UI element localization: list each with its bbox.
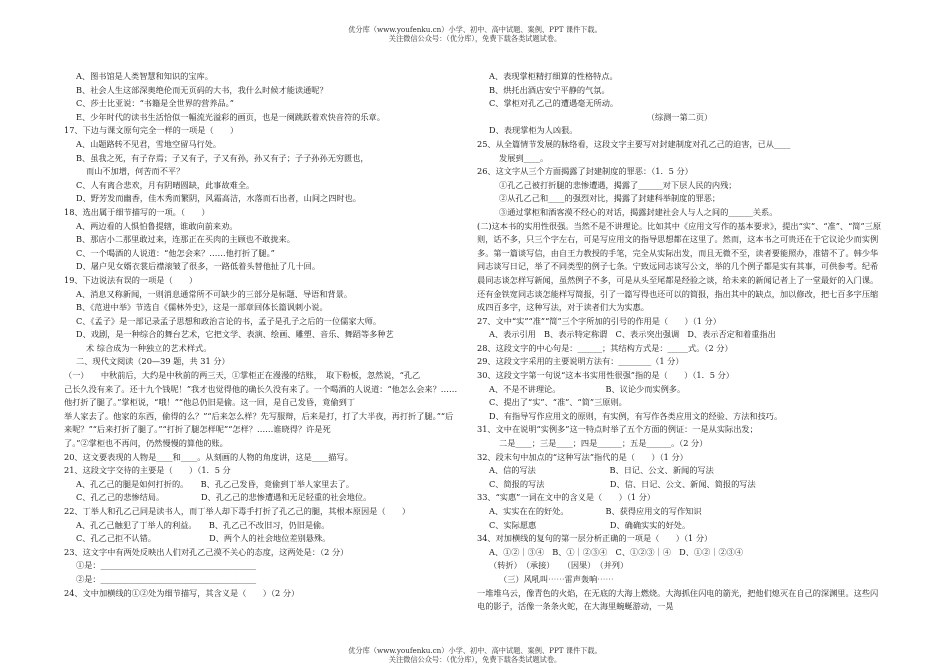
- left-text-line: 20、这文要表现的人物是____和____。从刻画的人物的角度讲，这是____描写。: [64, 451, 353, 462]
- left-text-line: D、野芳发而幽香，佳木秀而繁阴，风霜高洁，水落而石出者，山间之四时也。: [76, 193, 361, 204]
- right-text-line: 29、这段文字采用的主要说明方法有：________（1 分）: [477, 356, 684, 367]
- left-text-line: B、《范进中举》节选自《儒林外史》，这是一部章回体长篇讽刺小说。: [76, 302, 328, 313]
- left-text-line: C、一个喝酒的人说道：“他怎会来？……他打折了腿。”: [76, 247, 275, 258]
- right-text-line: 30、这段文字第一句说“这本书实用性很强”指的是（ ）（1．5 分）: [477, 370, 734, 381]
- left-text-line: B、那店小二那里敢过来，连那正在买肉的主顾也不敢拢来。: [76, 234, 295, 245]
- right-text-line: 26、这文字从三个方面揭露了封建制度的罪恶：（1．5 分）: [477, 166, 693, 177]
- left-text-line: ①是：______________________________________: [76, 560, 257, 571]
- footer-line-2: 关注微信公众号：（优分库），免费下载各类试题试卷。: [388, 655, 562, 664]
- right-text-line: （综测一第二页）: [646, 111, 713, 122]
- header-line-2: 关注微信公众号：（优分库），免费下载各类试题试卷。: [388, 34, 562, 43]
- left-text-line: C、莎士比亚说：“书籍是全世界的营养品。”: [76, 98, 234, 109]
- right-text-line: 二是____；三是____；四是______；五是______。（2 分）: [499, 438, 708, 449]
- page-header: [0, 25, 950, 43]
- right-text-line: C、提出了“实”、“准”、“简”三原则。: [489, 397, 627, 408]
- right-text-line: D、有指导写作应用文的原则，有实例，有写作各类应用文的经验、方法和技巧。: [489, 410, 783, 421]
- right-text-line: 32、段末句中加点的“这种写法”指代的是（ ）（1 分）: [477, 451, 688, 462]
- right-text-line: 28、这段文字的中心句是：______；其结构方式是：_____式。（2 分）: [477, 342, 733, 353]
- right-text-line: A、信的写法 B、日记、公文、新闻的写法: [489, 465, 714, 476]
- left-text-line: B、社会人生这部深奥绝伦而无页码的大书，我什么时候才能读通呢？: [76, 84, 328, 95]
- right-text-line: A、不是不讲理论。 B、议论少而实例多。: [489, 383, 686, 394]
- right-text-line: A、表现掌柜精打细算的性格特点。: [489, 71, 618, 81]
- left-text-line: 己长久没有来了。还十九个钱呢！”我才也觉得他的确长久没有来了。一个喝酒的人说道：“他怎么会来？……他打折了腿了。”掌柜说，“哦！”“他总仍旧是偷。这一回，是自己发昏，竟偷到丁: [64, 383, 458, 408]
- right-text-line: A、实实在在的好处。 B、获得应用文的写作知识: [489, 506, 702, 516]
- right-text-line: （三）风吼叫⋯⋯雷声轰响⋯⋯: [499, 573, 614, 584]
- right-text-line: ③通过掌柜和酒客漠不经心的对话，揭露封建社会人与人之间的______关系。: [499, 206, 778, 217]
- right-text-line: A、①②｜③④ B、①｜②③④ C、①②③｜④ D、①②｜②③④: [489, 546, 744, 557]
- left-text-line: A、孔乙己触犯了丁举人的利益。 B、孔乙己不改旧习，仍旧是偷。: [76, 519, 330, 530]
- right-text-line: 一堆堆乌云，像青色的火焰，在无底的大海上燃烧。大海抓住闪电的箭光，把他们熄灭在自己的深渊里。这些闪电的影子，活像一条条火蛇，在大海里蜿蜒游动，一晃: [477, 587, 879, 612]
- left-text-line: 21、这段文字交待的主要是（ ）（1．5 分: [64, 465, 231, 476]
- right-text-line: A、表示引用 B、表示特定称谓 C、表示突出强调 D、表示否定和着重指出: [489, 329, 776, 340]
- left-text-line: 23、这文字中有两处反映出人们对孔乙己漠不关心的态度，这两处是：（2 分）: [64, 546, 349, 557]
- left-text-line: 19、下边说法有误的一项是（ ）: [64, 274, 198, 285]
- left-text-line: D、戏剧，是一种综合的舞台艺术，它把文学、表演、绘画、雕塑、音乐、舞蹈等多种艺: [76, 329, 394, 340]
- right-text-line: 发展到____。: [499, 152, 549, 163]
- left-text-line: E、少年时代的读书生活恰似一幅流光溢彩的画页，也是一阕跳跃着欢快音符的乐章。: [76, 111, 385, 122]
- left-text-line: 术 综合成为一种独立的艺术样式。: [86, 342, 212, 353]
- right-column: [477, 70, 882, 614]
- left-text-line: C、孔乙己拒不认错。 D、两个人的社会地位差别悬殊。: [76, 533, 331, 544]
- left-text-line: 24、文中加横线的①②处为细节描写，其含义是（ ）（2 分）: [64, 587, 300, 598]
- left-text-line: 二、现代文阅读（20—39 题，共 31 分）: [76, 356, 230, 367]
- header-line-1: 优分库（www.youfenku.cn）小学、初中、高中试题、案例、PPT 课件下载。: [348, 25, 602, 34]
- right-text-line: 33、“实惠”一词在文中的含义是（ ）（1 分）: [477, 492, 656, 503]
- right-text-line: C、掌柜对孔乙己的遭遇毫无所动。: [489, 98, 619, 109]
- right-text-line: ①孔乙己被打折腿的悲惨遭遇，揭露了______对下层人民的内残；: [499, 179, 737, 190]
- right-text-line: 25、从全篇情节发展的脉络看，这段文字主要写对封建制度对孔乙己的迫害，已从____: [477, 138, 791, 149]
- left-text-line: B、虽我之死，有子存焉；子又有子，子又有孙，孙又有子；子子孙孙无穷匮也，: [76, 152, 369, 163]
- footer-line-1: 优分库（www.youfenku.cn）小学、初中、高中试题、案例、PPT 课件下载。: [348, 646, 602, 655]
- left-text-line: A、消息又称新闻，一则消息通常所不可缺少的三部分是标题、导语和背景。: [76, 288, 353, 299]
- left-column: [64, 70, 459, 600]
- left-text-line: A、图书馆是人类智慧和知识的宝库。: [76, 71, 213, 81]
- right-text-line: D、表现掌柜为人凶狠。: [489, 125, 578, 136]
- left-text-line: 而山不加增，何苦而不平？: [86, 166, 185, 177]
- right-text-line: (二)这本书的实用性很强。当然不是不讲理论。比如其中《应用文写作的基本要求》，提出“实”、“准”、“简”三原则，话不多，只三个字左右，可是写应用文的指导思想都在这里了。然而，这本书之可贵还在于它议论少而实例多。第一篇谈写信，由自王力教授的手笔，完全从实际出发，而且无微不至，读者要能照办，准错不了。韩少华同志谈写日记，举了不同类型的例子七条。宁致远同志谈写公文，举的几个例子都是实有其事，可供参考。纪希晨同志谈怎样写新闻，虽然例子不多，可是从头至尾都是经验之谈，给未来的新闻记者上了一堂最好的入门课。还有金铁宽同志谈怎能样写简报，引了一篇写得也还可以的简报，指出其中的缺点，加以修改，把七百多字压缩成四百多字，这种写法，对于读者们大为实惠。: [477, 220, 882, 313]
- right-text-line: B、烘托出酒店安宁平静的气氛。: [489, 84, 610, 95]
- page-footer: [0, 646, 950, 664]
- left-text-line: C、人有离合悲欢，月有阴晴圆缺，此事故难全。: [76, 179, 255, 190]
- left-text-line: A、孔乙己的腿是如何打折的。 B、孔乙己发昏，竟偷到丁举人家里去了。: [76, 478, 355, 489]
- right-text-line: （转折） （承接） （因果） （并列）: [489, 560, 629, 571]
- right-text-line: C、实际愿惠 D、确确实实的好处。: [489, 519, 691, 530]
- right-text-line: 34、对加横线的复句的第一层分析正确的一项是（ ）（1 分）: [477, 533, 713, 544]
- left-text-line: A、山题路转不见君，雪地空留马行处。: [76, 138, 222, 149]
- right-text-line: C、简报的写法 D、信、日记、公文、新闻、简报的写法: [489, 478, 756, 489]
- left-text-line: A、两边看的人惧怕鲁提辖，谁敢向前来劝。: [76, 220, 238, 231]
- left-text-line: ②是：______________________________________: [76, 573, 257, 584]
- left-text-line: C、《孟子》是一部记录孟子思想和政治言论的书，孟子是孔子之后的一位儒家大师。: [76, 315, 382, 326]
- right-text-line: ②从孔乙己和____的强烈对比，揭露了封建科举制度的罪恶；: [499, 193, 721, 204]
- left-text-line: D、屠户见女婿衣裳后襟滚皱了很多，一路低着头替他扯了几十回。: [76, 261, 321, 272]
- right-text-line: 27、文中“实”“准”“简”三个字所加的引号的作用是（ ）（1 分）: [477, 315, 721, 326]
- left-text-line: 17、下边与课文原句完全一样的一项是（ ）: [64, 125, 239, 136]
- left-text-line: 举人家去了。他家的东西，偷得的么？”“后来怎么样？先写服辩，后来是打，打了大半夜，再打折了腿。”“后来呢？”“后来打折了腿了。”“打折了腿怎样呢”“怎样？……谁晓得？许是死: [64, 410, 454, 435]
- left-text-line: 了。”②掌柜也不再问，仍然慢慢的算他的账。: [64, 438, 228, 449]
- left-text-line: 22、丁举人和孔乙己同是读书人，而丁举人却下毒手打折了孔乙己的腿，其根本原因是（ ）: [64, 506, 411, 516]
- left-text-line: C、孔乙己的悲惨结局。 D、孔乙己的悲惨遭遇和无足轻重的社会地位。: [76, 492, 372, 503]
- right-text-line: 31、文中在说明“实例多”这一特点时举了五个方面的例证：一是从实际出发；: [477, 424, 758, 435]
- left-text-line: 18、选出属于细节描写的一项。（ ）: [64, 206, 210, 217]
- left-text-line: （一） 中秋前后，大约是中秋前的两三天，①掌柜正在漫漫的结账， 取下粉板，忽然说，“孔乙: [64, 370, 421, 381]
